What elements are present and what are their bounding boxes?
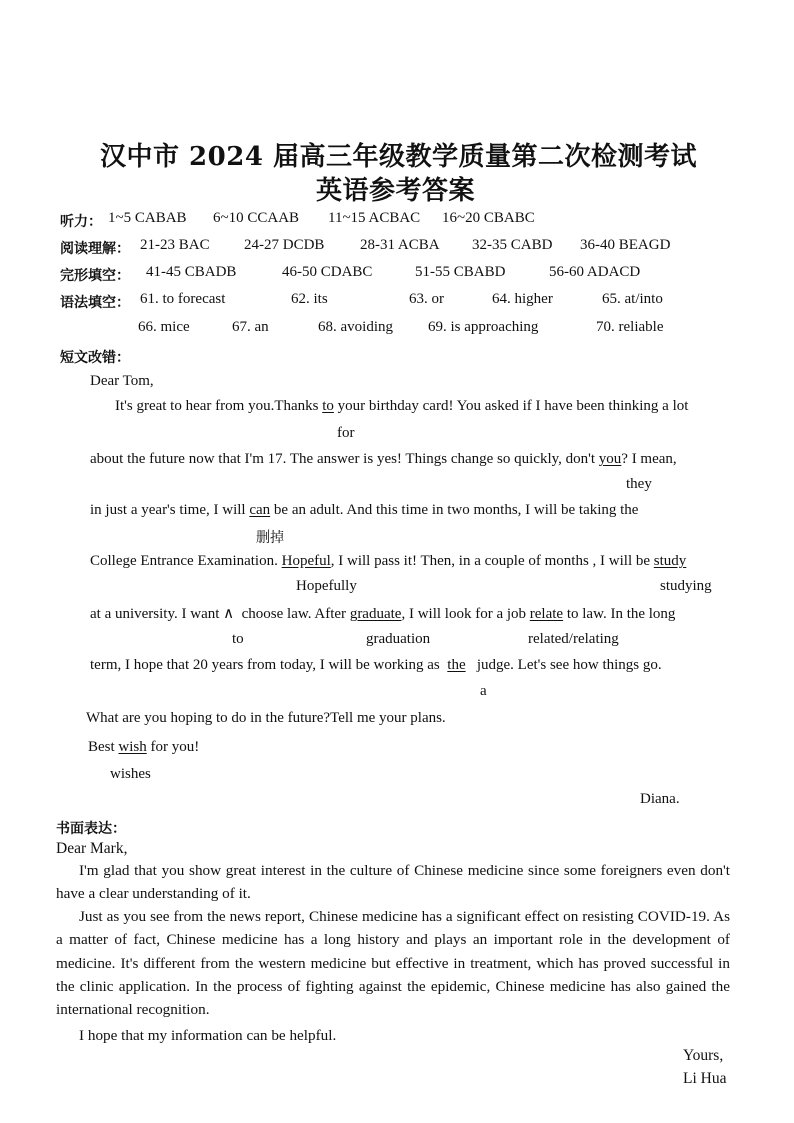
correction-line-6: term, I hope that 20 years from today, I will be working as the judge. Let's see how things go. xyxy=(90,657,662,673)
error-mark: to xyxy=(322,398,334,414)
cloze-label: 完形填空： xyxy=(60,268,130,284)
correction-fix: wishes xyxy=(110,766,151,782)
correction-fix: to xyxy=(232,631,244,647)
writing-label: 书面表达： xyxy=(56,821,126,837)
correction-fix: 删掉 xyxy=(256,530,284,546)
listening-label: 听力： xyxy=(60,214,102,230)
reading-answer-2: 24-27 DCDB xyxy=(244,237,325,253)
correction-line-8: Best wish for you! xyxy=(88,739,200,755)
listening-answer-1: 1~5 CABAB xyxy=(108,210,187,226)
error-mark: wish xyxy=(118,739,147,755)
correction-fix: a xyxy=(480,683,487,699)
reading-answer-5: 36-40 BEAGD xyxy=(580,237,671,253)
grammar-answer-62: 62. its xyxy=(291,291,328,307)
document-subtitle: 英语参考答案 xyxy=(316,176,476,206)
reading-answer-1: 21-23 BAC xyxy=(140,237,210,253)
correction-line-2: about the future now that I'm 17. The answer is yes! Things change so quickly, don't you? I mean, xyxy=(90,451,677,467)
correction-line-5: at a university. I want ∧ choose law. After graduate, I will look for a job relate to law. In the long xyxy=(90,606,676,622)
error-mark: relate xyxy=(529,606,564,622)
grammar-answer-68: 68. avoiding xyxy=(318,319,393,335)
error-mark: can xyxy=(249,502,271,518)
writing-paragraph-3: I hope that my information can be helpful. xyxy=(79,1027,337,1044)
correction-signature: Diana. xyxy=(640,791,680,807)
correction-fix: Hopefully xyxy=(296,578,357,594)
grammar-answer-63: 63. or xyxy=(409,291,444,307)
error-mark: graduate xyxy=(349,606,402,622)
grammar-label: 语法填空： xyxy=(60,295,130,311)
grammar-answer-67: 67. an xyxy=(232,319,269,335)
cloze-answer-3: 51-55 CBABD xyxy=(415,264,506,280)
writing-paragraph-2: Just as you see from the news report, Chinese medicine has a significant effect on resisting COVID-19. As a matter of fact, Chinese medicine has a long history and plays an important role in the development of medicine. It's different from the western medicine but effective in treatment, which has proved successful in the clinic application. In the process of fighting against the epidemic, Chinese medicine has also gained the international recognition. xyxy=(56,908,730,1019)
correction-line-4: College Entrance Examination. Hopeful, I will pass it! Then, in a couple of months , I will be study xyxy=(90,553,687,569)
correction-fix: graduation xyxy=(366,631,431,647)
reading-answer-3: 28-31 ACBA xyxy=(360,237,440,253)
correction-fix: studying xyxy=(660,578,712,594)
cloze-answer-2: 46-50 CDABC xyxy=(282,264,373,280)
correction-greeting: Dear Tom, xyxy=(90,373,154,389)
error-mark: the xyxy=(447,657,466,673)
correction-fix: for xyxy=(337,425,355,441)
error-mark: you xyxy=(598,451,622,467)
cloze-answer-4: 56-60 ADACD xyxy=(549,264,641,280)
error-mark: study xyxy=(653,553,687,569)
insert-caret-mark: ∧ xyxy=(223,606,235,622)
correction-line-1: It's great to hear from you.Thanks to your birthday card! You asked if I have been thinking a lot xyxy=(115,398,689,414)
grammar-answer-61: 61. to forecast xyxy=(140,291,226,307)
writing-greeting: Dear Mark, xyxy=(56,840,128,857)
listening-answer-4: 16~20 CBABC xyxy=(442,210,535,226)
grammar-answer-69: 69. is approaching xyxy=(428,319,539,335)
listening-answer-2: 6~10 CCAAB xyxy=(213,210,300,226)
grammar-answer-70: 70. reliable xyxy=(596,319,664,335)
writing-closing: Yours, xyxy=(683,1047,724,1064)
correction-label: 短文改错： xyxy=(60,350,130,366)
correction-fix: they xyxy=(626,476,652,492)
listening-answer-3: 11~15 ACBAC xyxy=(328,210,421,226)
document-title: 汉中市 2024 届高三年级教学质量第二次检测考试 xyxy=(100,142,697,172)
cloze-answer-1: 41-45 CBADB xyxy=(146,264,237,280)
error-mark: Hopeful xyxy=(281,553,331,569)
correction-line-7: What are you hoping to do in the future?Tell me your plans. xyxy=(86,710,446,726)
reading-label: 阅读理解： xyxy=(60,241,130,257)
grammar-answer-65: 65. at/into xyxy=(602,291,663,307)
reading-answer-4: 32-35 CABD xyxy=(472,237,553,253)
correction-line-3: in just a year's time, I will can be an adult. And this time in two months, I will be taking the xyxy=(90,502,639,518)
grammar-answer-64: 64. higher xyxy=(492,291,553,307)
writing-signature: Li Hua xyxy=(683,1070,727,1087)
correction-fix: related/relating xyxy=(528,631,619,647)
writing-paragraph-1: I'm glad that you show great interest in the culture of Chinese medicine since some foreigners even don't have a clear understanding of it. xyxy=(56,862,730,903)
grammar-answer-66: 66. mice xyxy=(138,319,190,335)
